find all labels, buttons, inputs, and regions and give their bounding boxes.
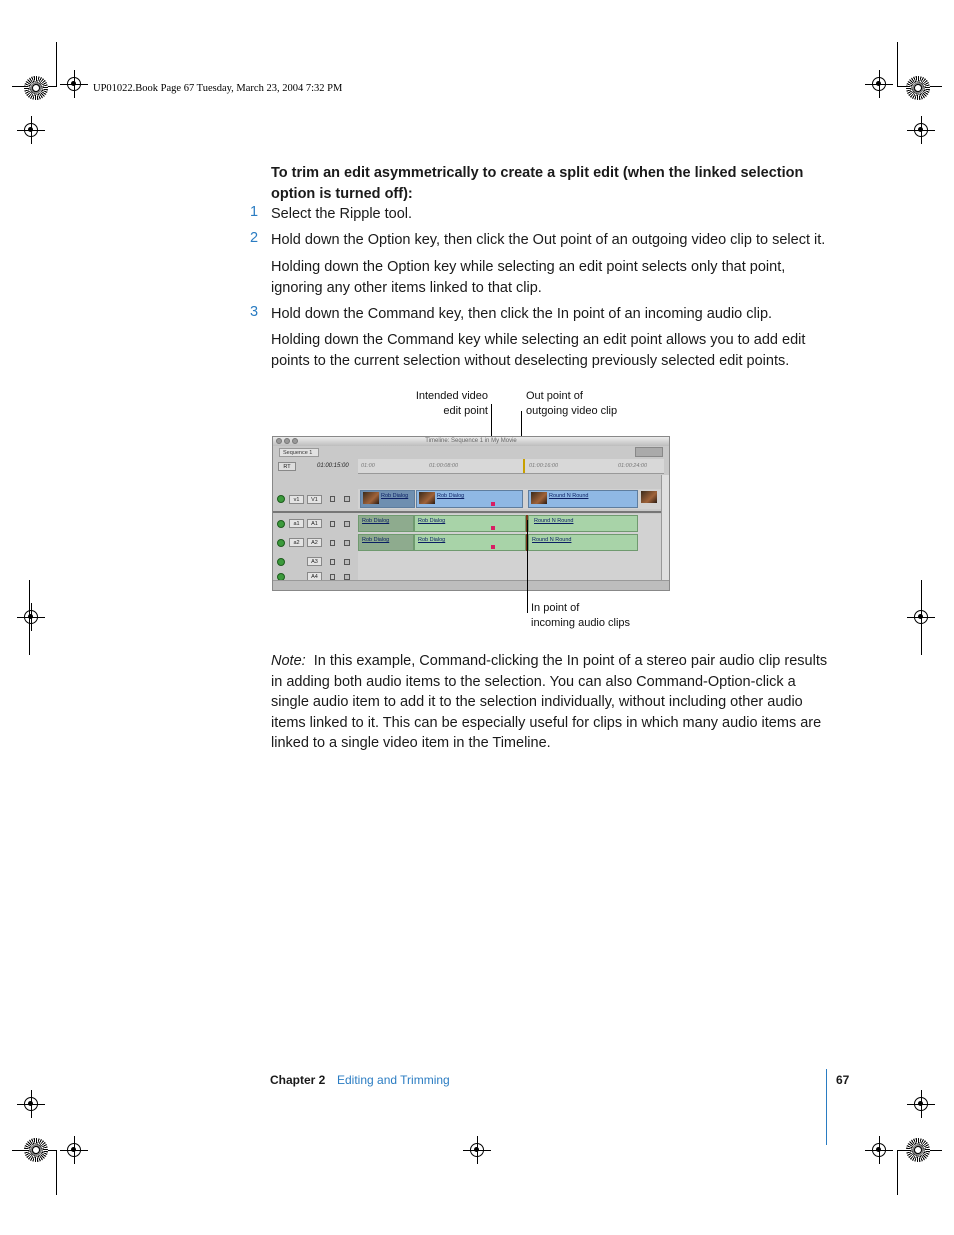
color-wheel-mark — [24, 76, 48, 100]
clip-thumbnail — [531, 492, 547, 504]
callout-intended-line2: edit point — [443, 405, 488, 417]
footer-chapter-title: Editing and Trimming — [337, 1073, 450, 1087]
procedure-heading: To trim an edit asymmetrically to create a split edit (when the linked selection option is turned off): — [271, 165, 804, 202]
clip-name: Rob Dialog — [437, 493, 465, 499]
clip-name: Rob Dialog — [418, 518, 446, 524]
track-body-v1 — [358, 489, 664, 509]
callout-outpoint-line1: Out point of — [526, 390, 583, 402]
registration-mark — [872, 77, 886, 91]
timeline-title-bar: Timeline: Sequence 1 in My Movie — [273, 437, 669, 446]
timeline-window — [272, 436, 670, 591]
speaker-icon[interactable] — [344, 559, 350, 565]
registration-mark — [24, 1097, 38, 1111]
vertical-scrollbar[interactable] — [661, 475, 669, 581]
footer-rule — [826, 1069, 827, 1145]
registration-mark — [67, 1143, 81, 1157]
clip-name: Rob Dialog — [418, 537, 446, 543]
note-label: Note: — [271, 653, 306, 669]
lock-icon[interactable] — [330, 559, 335, 565]
video-clip[interactable] — [416, 490, 523, 508]
registration-mark — [470, 1143, 484, 1157]
audio-clip[interactable] — [528, 534, 638, 551]
lock-icon[interactable] — [330, 496, 335, 502]
crop-mark-left-mid — [29, 580, 30, 655]
time-ruler[interactable] — [358, 459, 664, 474]
track-header-a2 — [273, 533, 358, 552]
step-number-1: 1 — [250, 204, 259, 220]
color-wheel-mark — [24, 1138, 48, 1162]
ruler-tick: 01:00:08:00 — [429, 463, 459, 469]
speaker-icon[interactable] — [344, 574, 350, 580]
callout-out-point — [526, 389, 646, 419]
note-paragraph — [271, 651, 831, 754]
track-visibility-toggle[interactable] — [277, 495, 285, 503]
crop-mark-right-mid — [921, 580, 922, 655]
speaker-icon[interactable] — [344, 540, 350, 546]
ruler-tick: 01:00 — [361, 463, 375, 469]
step-2-text: Hold down the Option key, then click the Out point of an outgoing video clip to select it. — [271, 232, 826, 248]
step-number-2: 2 — [250, 230, 259, 246]
callout-inpoint-line2: incoming audio clips — [531, 617, 631, 629]
audio-clip[interactable] — [414, 534, 526, 551]
timeline-tool-buttons[interactable] — [635, 447, 663, 457]
dest-control-v1[interactable]: V1 — [307, 495, 322, 504]
registration-mark — [67, 77, 81, 91]
lock-icon[interactable] — [330, 574, 335, 580]
clip-thumbnail — [641, 491, 657, 503]
clip-marker[interactable] — [491, 502, 495, 506]
clip-name: Round N Round — [532, 537, 572, 543]
clip-marker[interactable] — [491, 526, 495, 530]
playhead[interactable] — [523, 459, 525, 473]
track-body-a3 — [358, 552, 664, 571]
callout-in-point — [531, 601, 661, 631]
tab-sequence-1[interactable]: Sequence 1 — [279, 448, 319, 457]
callout-inpoint-line1: In point of — [531, 602, 580, 614]
close-button[interactable] — [276, 438, 282, 444]
registration-mark — [914, 123, 928, 137]
current-timecode[interactable]: 01:00:15:00 — [317, 463, 349, 469]
clip-name: Round N Round — [549, 493, 589, 499]
clip-name: Round N Round — [534, 518, 574, 524]
source-control-a2[interactable]: a2 — [289, 538, 304, 547]
step-2-followup: Holding down the Option key while selecting an edit point selects only that point, ignoring any other items linked to that clip. — [271, 259, 786, 296]
dest-control-a2[interactable]: A2 — [307, 538, 322, 547]
callout-outpoint-line2: outgoing video clip — [526, 405, 618, 417]
lock-icon[interactable] — [330, 521, 335, 527]
registration-mark — [872, 1143, 886, 1157]
speaker-icon[interactable] — [344, 521, 350, 527]
crop-mark-bottom-left-v — [56, 1150, 57, 1195]
clip-thumbnail — [363, 492, 379, 504]
clip-name: Rob Dialog — [362, 537, 390, 543]
step-number-3: 3 — [250, 304, 259, 320]
track-header-a3 — [273, 552, 358, 571]
source-control-v1[interactable]: v1 — [289, 495, 304, 504]
step-3-text: Hold down the Command key, then click the In point of an incoming audio clip. — [271, 306, 773, 322]
minimize-button[interactable] — [284, 438, 290, 444]
print-slug: UP01022.Book Page 67 Tuesday, March 23, 2004 7:32 PM — [93, 83, 343, 94]
clip-marker[interactable] — [491, 545, 495, 549]
registration-mark — [24, 610, 38, 624]
step-1-text: Select the Ripple tool. — [271, 206, 413, 222]
crop-mark-bottom-right-v — [897, 1150, 898, 1195]
audio-enable-toggle[interactable] — [277, 558, 285, 566]
page-number: 67 — [836, 1073, 850, 1087]
note-text: In this example, Command-clicking the In point of a stereo pair audio clip results in adding both audio items to the selection. You can also Command-Option-click a single audio item to add it to the selection individually, without including other audio items linked to it. This can be especially useful for clips in which many audio items are linked to a single video item in the Timeline. — [271, 653, 828, 751]
registration-mark — [914, 1097, 928, 1111]
video-clip[interactable] — [528, 490, 638, 508]
zoom-button[interactable] — [292, 438, 298, 444]
clip-thumbnail — [419, 492, 435, 504]
callout-line-in-point — [527, 520, 528, 613]
callout-intended-edit-point — [400, 389, 488, 419]
audio-clip[interactable] — [528, 515, 638, 532]
color-wheel-mark — [906, 76, 930, 100]
audio-clip[interactable] — [358, 534, 414, 551]
crop-mark-top-left-v — [56, 42, 57, 87]
ruler-tick: 01:00:16:00 — [529, 463, 559, 469]
ruler-tick: 01:00:24:00 — [618, 463, 648, 469]
track-body-a2 — [358, 533, 664, 552]
footer-chapter: Chapter 2 — [270, 1073, 326, 1087]
monitor-icon[interactable] — [344, 496, 350, 502]
audio-clip[interactable] — [414, 515, 526, 532]
dest-control-a4[interactable]: A4 — [307, 572, 322, 581]
source-control-a1[interactable]: a1 — [289, 519, 304, 528]
clip-name: Rob Dialog — [381, 493, 409, 499]
rt-menu-button[interactable]: RT — [278, 462, 296, 471]
track-v1 — [273, 489, 669, 509]
crop-mark-top-right-v — [897, 42, 898, 87]
clip-name: Rob Dialog — [362, 518, 390, 524]
step-3-followup: Holding down the Command key while selecting an edit point allows you to add edit points to the current selection without deselecting previously selected edit points. — [271, 332, 806, 369]
track-body-a1 — [358, 514, 664, 533]
track-a3 — [273, 552, 669, 571]
video-audio-divider[interactable] — [273, 511, 669, 513]
horizontal-scrollbar[interactable] — [273, 580, 669, 590]
lock-icon[interactable] — [330, 540, 335, 546]
video-clip[interactable] — [360, 490, 415, 508]
callout-intended-line1: Intended video — [415, 390, 488, 402]
registration-mark — [24, 123, 38, 137]
track-a1 — [273, 514, 669, 533]
audio-enable-toggle[interactable] — [277, 520, 285, 528]
color-wheel-mark — [906, 1138, 930, 1162]
track-header-v1 — [273, 489, 358, 509]
track-header-a1 — [273, 514, 358, 533]
dest-control-a3[interactable]: A3 — [307, 557, 322, 566]
dest-control-a1[interactable]: A1 — [307, 519, 322, 528]
audio-enable-toggle[interactable] — [277, 539, 285, 547]
audio-clip[interactable] — [358, 515, 414, 532]
track-a2 — [273, 533, 669, 552]
